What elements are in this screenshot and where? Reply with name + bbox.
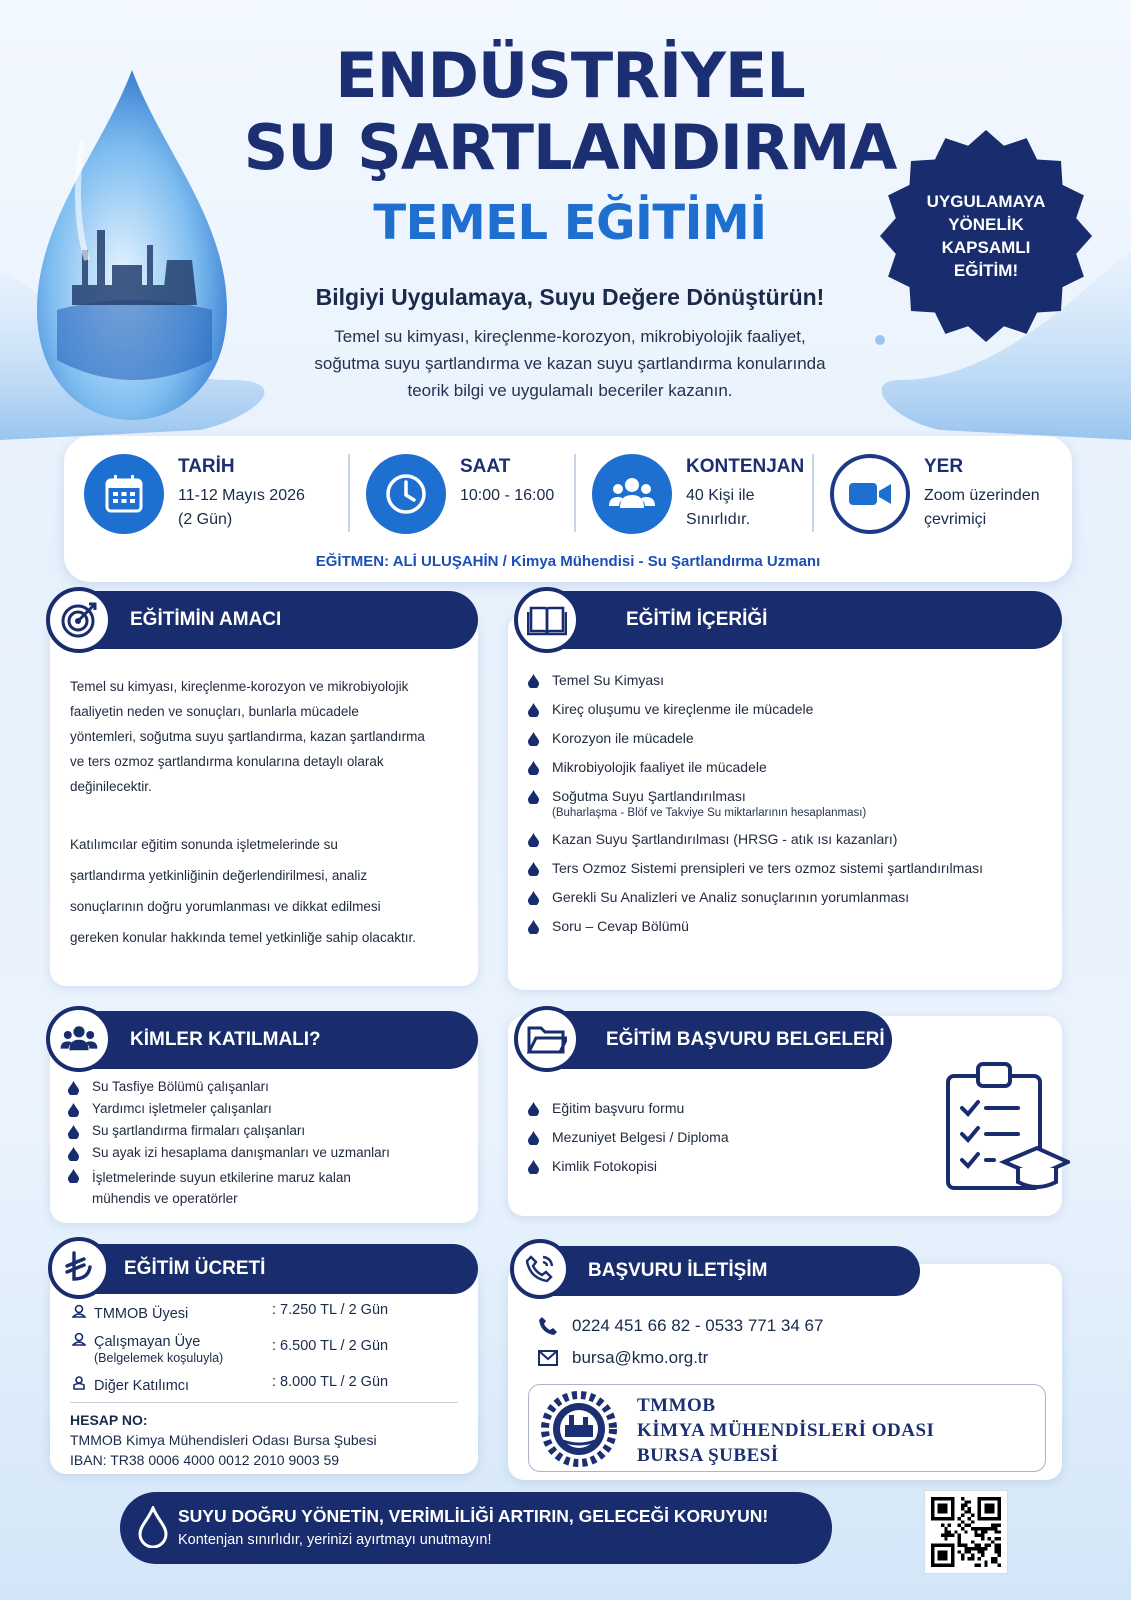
time-value: 10:00 - 16:00 — [460, 487, 555, 504]
tagline: Bilgiyi Uygulamaya, Suyu Değere Dönüştürün! — [315, 284, 825, 310]
date-value: 11-12 Mayıs 2026 — [178, 487, 305, 504]
qr-code-image — [931, 1497, 1001, 1567]
phone-icon — [538, 1316, 558, 1336]
phone-call-icon — [510, 1239, 570, 1299]
org-logo-box — [528, 1384, 1046, 1472]
fee-card — [50, 1264, 478, 1474]
book-icon — [514, 587, 580, 653]
divider — [348, 454, 350, 532]
fee-value: : 8.000 TL / 2 Gün — [272, 1374, 389, 1390]
calendar-icon — [84, 454, 164, 534]
video-camera-icon — [830, 454, 910, 534]
list-item: Kimlik Fotokopisi — [528, 1158, 729, 1174]
badge-line: KAPSAMLI — [941, 238, 1031, 257]
date-duration: (2 Gün) — [178, 511, 233, 528]
audience-header: KİMLER KATILMALI? — [68, 1011, 478, 1069]
fee-row: Diğer Katılımcı : 8.000 TL / 2 Gün — [72, 1374, 432, 1394]
purpose-paragraph-2: Katılımcılar eğitim sonunda işletmelerinde su şartlandırma yetkinliğinin değerlendirilmesi, analiz sonuçlarının doğru yorumlanması ve dikkat edilmesi gereken konular hakkında temel yetkinliğe sahip olacaktır. — [70, 837, 416, 945]
audience-list — [68, 1079, 390, 1209]
kmo-logo — [539, 1389, 619, 1469]
info-time — [366, 454, 554, 534]
footer-note: Kontenjan sınırlıdır, yerinizi ayırtmayı unutmayın! — [178, 1532, 492, 1548]
group-icon — [46, 1006, 112, 1072]
badge-line: EĞİTİM! — [953, 261, 1019, 280]
fee-value: : 7.250 TL / 2 Gün — [272, 1302, 389, 1318]
email-row — [538, 1348, 708, 1368]
list-item: Eğitim başvuru formu — [528, 1100, 729, 1116]
list-item: Su ayak izi hesaplama danışmanları ve uzmanları — [68, 1145, 390, 1160]
list-item: Su şartlandırma firmaları çalışanları — [68, 1123, 390, 1138]
list-item: Su Tasfiye Bölümü çalışanları — [68, 1079, 390, 1094]
title-line-3: TEMEL EĞİTİMİ — [373, 195, 767, 251]
title-line-2: SU ŞARTLANDIRMA — [243, 111, 897, 184]
person-icon — [72, 1376, 86, 1390]
list-item-note: (Buharlaşma - Blöf ve Takviye Su miktarlarının hesaplanması) — [552, 807, 867, 819]
contact-header: BAŞVURU İLETİŞİM — [530, 1246, 920, 1296]
phone-row — [538, 1316, 823, 1336]
people-icon — [592, 454, 672, 534]
fee-header: EĞİTİM ÜCRETİ — [68, 1244, 478, 1294]
list-item: Gerekli Su Analizleri ve Analiz sonuçlarının yorumlanması — [528, 889, 983, 905]
divider — [70, 1402, 458, 1403]
badge-line: YÖNELİK — [948, 215, 1024, 234]
list-item-cont: mühendis ve operatörler — [92, 1191, 238, 1206]
date-label: TARİH — [178, 456, 235, 477]
quota-label: KONTENJAN — [686, 456, 805, 477]
email-address[interactable]: bursa@kmo.org.tr — [572, 1348, 709, 1367]
time-label: SAAT — [460, 456, 511, 477]
documents-header: EĞİTİM BAŞVURU BELGELERİ — [530, 1011, 892, 1069]
footer-slogan: SUYU DOĞRU YÖNETİN, VERİMLİLİĞİ ARTIRIN, GELECEĞİ KORUYUN! — [178, 1506, 769, 1526]
documents-list — [528, 1100, 729, 1174]
list-item: Temel Su Kimyası — [528, 672, 983, 688]
clock-icon — [366, 454, 446, 534]
qr-code[interactable] — [924, 1490, 1008, 1574]
bank-account: HESAP NO: TMMOB Kimya Mühendisleri Odası Bursa Şubesi IBAN: TR38 0006 4000 0012 2010 9003 59 — [70, 1412, 377, 1468]
folder-icon — [514, 1006, 580, 1072]
purpose-paragraph-1: Temel su kimyası, kireçlenme-korozyon ve mikrobiyolojik faaliyetin neden ve sonuçları, bunlarla mücadele yöntemleri, soğutma suyu şartlandırma, kazan şartlandırma ve ters ozmoz şartlandırma konularına detaylı olarak değinilecektir. — [70, 679, 425, 794]
target-icon — [46, 587, 112, 653]
list-item: Mikrobiyolojik faaliyet ile mücadele — [528, 759, 983, 775]
member-icon — [72, 1304, 86, 1318]
fee-row: TMMOB Üyesi : 7.250 TL / 2 Gün — [72, 1302, 432, 1322]
list-item: Yardımcı işletmeler çalışanları — [68, 1101, 390, 1116]
content-header: EĞİTİM İÇERİĞİ — [530, 591, 1062, 649]
fee-value: : 6.500 TL / 2 Gün — [272, 1338, 389, 1354]
intro-text: Temel su kimyası, kireçlenme-korozyon, mikrobiyolojik faaliyet, soğutma suyu şartlandırma ve kazan suyu şartlandırma konularında teorik bilgi ve uygulamalı beceriler kazanın. — [314, 327, 826, 400]
list-item: Soru – Cevap Bölümü — [528, 918, 983, 934]
lira-icon — [48, 1237, 110, 1299]
content-card — [508, 614, 1062, 990]
checklist-graduation-icon — [940, 1058, 1070, 1198]
footer-banner — [120, 1492, 832, 1564]
place-value: Zoom üzerinden — [924, 487, 1040, 504]
list-item: Kazan Suyu Şartlandırılması (HRSG - atık ısı kazanları) — [528, 831, 983, 847]
purpose-header: EĞİTİMİN AMACI — [68, 591, 478, 649]
quota-value: 40 Kişi ile — [686, 487, 755, 504]
mail-icon — [538, 1350, 558, 1366]
place-label: YER — [924, 456, 964, 477]
water-drop-icon — [138, 1506, 168, 1548]
badge-line: UYGULAMAYA — [926, 192, 1046, 211]
org-name: TMMOB KİMYA MÜHENDİSLERİ ODASI BURSA ŞUBESİ — [637, 1395, 935, 1466]
info-date — [84, 454, 305, 534]
trainer-line: EĞİTMEN: ALİ ULUŞAHİN / Kimya Mühendisi - Su Şartlandırma Uzmanı — [315, 553, 821, 570]
list-item: Mezuniyet Belgesi / Diploma — [528, 1129, 729, 1145]
place-value-cont: çevrimiçi — [924, 511, 987, 528]
list-item: Soğutma Suyu Şartlandırılması (Buharlaşma - Blöf ve Takviye Su miktarlarının hesaplanması) — [528, 788, 983, 819]
title-line-1: ENDÜSTRİYEL — [335, 39, 805, 112]
list-item: Ters Ozmoz Sistemi prensipleri ve ters ozmoz sistemi şartlandırılması — [528, 860, 983, 876]
list-item: Kireç oluşumu ve kireçlenme ile mücadele — [528, 701, 983, 717]
quota-value-cont: Sınırlıdır. — [686, 511, 751, 528]
list-item: Korozyon ile mücadele — [528, 730, 983, 746]
member-icon — [72, 1332, 86, 1346]
content-list — [528, 672, 983, 934]
info-quota — [592, 454, 804, 534]
purpose-card — [50, 614, 478, 986]
info-place — [830, 454, 1040, 534]
divider — [812, 454, 814, 532]
fee-row: Çalışmayan Üye (Belgelemek koşuluyla) : 6.500 TL / 2 Gün — [72, 1330, 432, 1366]
divider — [574, 454, 576, 532]
seal-badge — [878, 128, 1094, 344]
phone-number[interactable]: 0224 451 66 82 - 0533 771 34 67 — [572, 1316, 824, 1335]
list-item: İşletmelerinde suyun etkilerine maruz kalan mühendis ve operatörler — [68, 1167, 390, 1209]
